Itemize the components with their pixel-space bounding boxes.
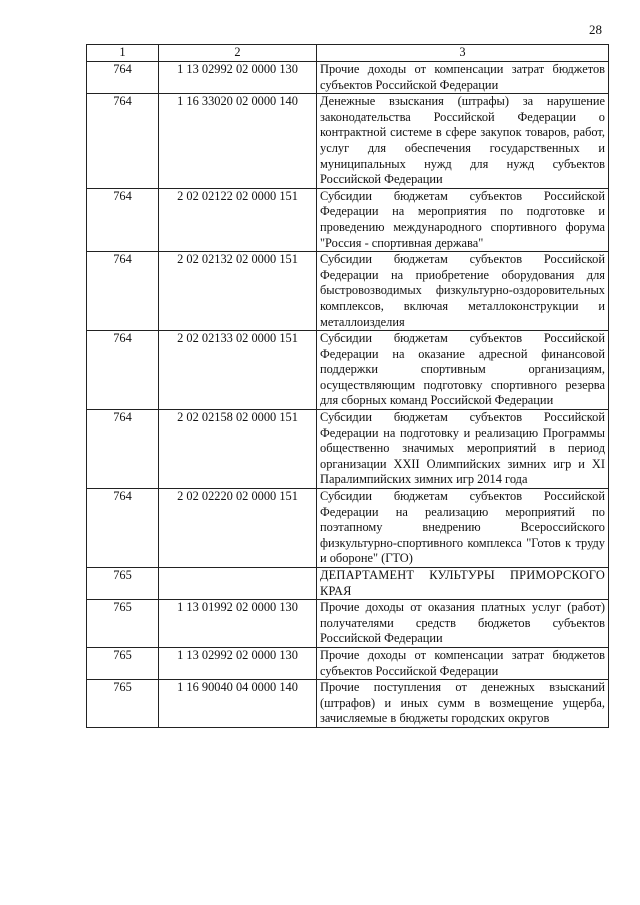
budget-codes-table <box>86 44 609 728</box>
table-header-row <box>87 45 609 62</box>
table-row <box>87 252 609 331</box>
revenue-name-cell <box>317 568 609 600</box>
page-number: 28 <box>589 22 602 37</box>
column-header-name: 3 <box>317 45 609 62</box>
revenue-name: Субсидии бюджетам субъектов Российской Федерации на оказание адресной финансовой поддержки спортивным организациям, осуществляющим подготовку спортивного резерва для сборных команд Российской Федерации <box>320 331 605 408</box>
admin-code-cell: 764 <box>87 62 159 94</box>
table-row <box>87 647 609 679</box>
table-row <box>87 680 609 728</box>
column-header-admin: 1 <box>87 45 159 62</box>
budget-classification-code-cell: 2 02 02220 02 0000 151 <box>159 489 317 568</box>
budget-classification-code-cell <box>159 568 317 600</box>
column-header-code: 2 <box>159 45 317 62</box>
revenue-name: Прочие доходы от компенсации затрат бюджетов субъектов Российской Федерации <box>320 647 605 678</box>
revenue-name: Субсидии бюджетам субъектов Российской Федерации на приобретение оборудования для быстровозводимых физкультурно-оздоровительных комплексов, включая металлоконструкции и металлоизделия <box>320 252 605 329</box>
table-row <box>87 600 609 648</box>
revenue-name-cell <box>317 188 609 251</box>
revenue-name-cell <box>317 489 609 568</box>
revenue-name: Субсидии бюджетам субъектов Российской Федерации на подготовку и реализацию Программы общественно значимых мероприятий в период организации XXII Олимпийских зимних игр и XI Паралимпийских зимних игр 2014 года <box>320 410 605 487</box>
revenue-name: Субсидии бюджетам субъектов Российской Федерации на мероприятия по подготовке и проведению международного спортивного форума "Россия - спортивная держава" <box>320 188 605 250</box>
table-row <box>87 410 609 489</box>
revenue-name-cell <box>317 647 609 679</box>
admin-code-cell: 764 <box>87 188 159 251</box>
revenue-name: Прочие поступления от денежных взысканий (штрафов) и иных сумм в возмещение ущерба, зачисляемые в бюджеты городских округов <box>320 680 605 726</box>
admin-code-cell: 765 <box>87 680 159 728</box>
revenue-name-cell <box>317 331 609 410</box>
admin-code-cell: 765 <box>87 568 159 600</box>
table-row <box>87 94 609 189</box>
budget-classification-code-cell: 1 16 33020 02 0000 140 <box>159 94 317 189</box>
table-row <box>87 489 609 568</box>
admin-code-cell: 764 <box>87 252 159 331</box>
budget-classification-code-cell: 1 13 01992 02 0000 130 <box>159 600 317 648</box>
table-row <box>87 331 609 410</box>
admin-code-cell: 764 <box>87 94 159 189</box>
revenue-name-cell <box>317 600 609 648</box>
budget-classification-code-cell: 1 13 02992 02 0000 130 <box>159 62 317 94</box>
revenue-name: Прочие доходы от оказания платных услуг (работ) получателями средств бюджетов субъектов Российской Федерации <box>320 600 605 646</box>
revenue-name-cell <box>317 680 609 728</box>
admin-code-cell: 764 <box>87 410 159 489</box>
revenue-name: Прочие доходы от компенсации затрат бюджетов субъектов Российской Федерации <box>320 62 605 92</box>
budget-classification-code-cell: 1 13 02992 02 0000 130 <box>159 647 317 679</box>
revenue-name-cell <box>317 410 609 489</box>
admin-code-cell: 765 <box>87 600 159 648</box>
budget-classification-code-cell: 2 02 02122 02 0000 151 <box>159 188 317 251</box>
admin-code-cell: 765 <box>87 647 159 679</box>
admin-code-cell: 764 <box>87 331 159 410</box>
table-row-department <box>87 568 609 600</box>
admin-code-cell: 764 <box>87 489 159 568</box>
budget-classification-code-cell: 2 02 02132 02 0000 151 <box>159 252 317 331</box>
revenue-name-cell <box>317 62 609 94</box>
revenue-name-cell <box>317 252 609 331</box>
table-row <box>87 62 609 94</box>
table-row <box>87 188 609 251</box>
budget-classification-code-cell: 2 02 02133 02 0000 151 <box>159 331 317 410</box>
revenue-name: Денежные взыскания (штрафы) за нарушение законодательства Российской Федерации о контрактной системе в сфере закупок товаров, работ, услуг для обеспечения государственных и муниципальных нужд для нужд субъектов Российской Федерации <box>320 94 605 187</box>
budget-classification-code-cell: 2 02 02158 02 0000 151 <box>159 410 317 489</box>
revenue-name-cell <box>317 94 609 189</box>
budget-classification-code-cell: 1 16 90040 04 0000 140 <box>159 680 317 728</box>
revenue-name: Субсидии бюджетам субъектов Российской Федерации на реализацию мероприятий по поэтапному внедрению Всероссийского физкультурно-спортивного комплекса "Готов к труду и обороне" (ГТО) <box>320 489 605 566</box>
department-name: ДЕПАРТАМЕНТ КУЛЬТУРЫ ПРИМОРСКОГО КРАЯ <box>320 568 605 598</box>
